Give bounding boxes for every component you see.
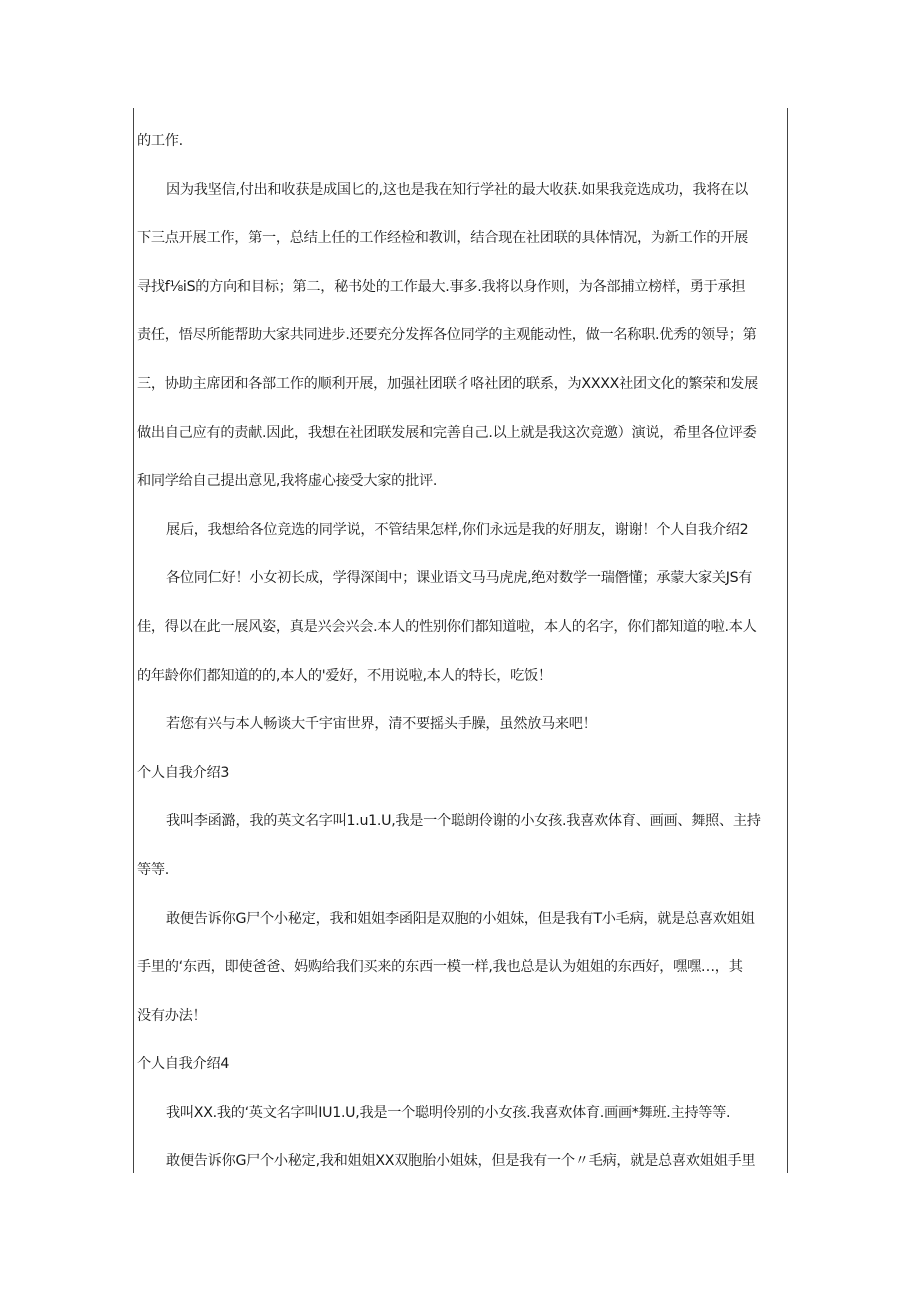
text-line: 做出自己应有的责献.因此，我想在社团联发展和完善自己.以上就是我这次竞邀）演说，希里各位评委 bbox=[137, 424, 757, 441]
page-border-left bbox=[133, 108, 134, 1173]
document-body bbox=[137, 128, 785, 1197]
page-border-right bbox=[787, 108, 788, 1173]
text-line: 敢便告诉你G尸个小秘定，我和姐姐李函阳是双胞的小姐妹，但是我有T小毛病，就是总喜欢姐姐 bbox=[166, 910, 755, 927]
text-line: 因为我坚信,付出和收获是成国匕的,这也是我在知行学社的最大收获.如果我竞选成功，我将在以 bbox=[166, 181, 749, 198]
text-line: 展后，我想给各位竞选的同学说，不管结果怎样,你们永远是我的好朋友，谢谢！个人自我介绍2 bbox=[166, 521, 749, 538]
section-heading: 个人自我介绍4 bbox=[137, 1056, 230, 1073]
text-line: 佳，得以在此一展风姿，真是兴会兴会.本人的性别你们都知道啦，本人的名字，你们都知道的啦.本人 bbox=[137, 618, 757, 635]
text-line: 手里的‘东西，即使爸爸、妈购给我们买来的东西一模一样,我也总是认为姐姐的东西好，嘿嘿…，其 bbox=[137, 959, 743, 976]
text-line: 我叫李函潞，我的英文名字叫1.u1.U,我是一个聪朗伶谢的小女孩.我喜欢体育、画画、舞照、主持 bbox=[166, 813, 761, 830]
section-heading: 个人自我介绍3 bbox=[137, 764, 230, 781]
text-line: 敢便告诉你G尸个小秘定,我和姐姐XX双胞胎小姐妹，但是我有一个〃毛病，就是总喜欢姐姐手里 bbox=[166, 1153, 756, 1170]
text-line: 三，协助主席团和各部工作的顺利开展，加强社团联彳咯社团的联系，为XXXX社团文化的繁荣和发展 bbox=[137, 375, 758, 392]
text-line: 各位同仁好！小女初长成，学得深闺中；课业语文马马虎虎,绝对数学一瑞僭懂；承蒙大家关JS有 bbox=[166, 570, 753, 587]
text-line: 没有办法！ bbox=[137, 1007, 207, 1024]
text-line: 责任，悟尽所能帮助大家共同进步.还要充分发挥各位同学的主观能动性，做一名称职.优秀的领导；第 bbox=[137, 327, 757, 344]
text-line: 若您有兴与本人畅谈大千宇宙世界，清不要摇头手臊，虽然放马来吧！ bbox=[166, 716, 597, 733]
text-line: 和同学给自己提出意见,我将虚心接受大家的批评. bbox=[137, 473, 438, 490]
text-line: 的年龄你们都知道的的,本人的'爱好，不用说啦,本人的特长，吃饭！ bbox=[137, 667, 552, 684]
text-line: 等等. bbox=[137, 861, 169, 878]
text-line: 的工作. bbox=[137, 133, 183, 149]
text-line: 我叫XX.我的‘英文名字叫IU1.U,我是一个聪明伶别的小女孩.我喜欢体育.画画*舞班.主持等等. bbox=[166, 1104, 731, 1121]
text-line: 寻找f⅛iS的方向和目标；第二，秘书处的工作最大.事多.我将以身作则，为各部捕立榜样，勇于承担 bbox=[137, 278, 746, 295]
text-line: 下三点开展工作，第一，总结上任的工作经检和教训，结合现在社团联的具体情况，为新工作的开展 bbox=[137, 230, 749, 247]
